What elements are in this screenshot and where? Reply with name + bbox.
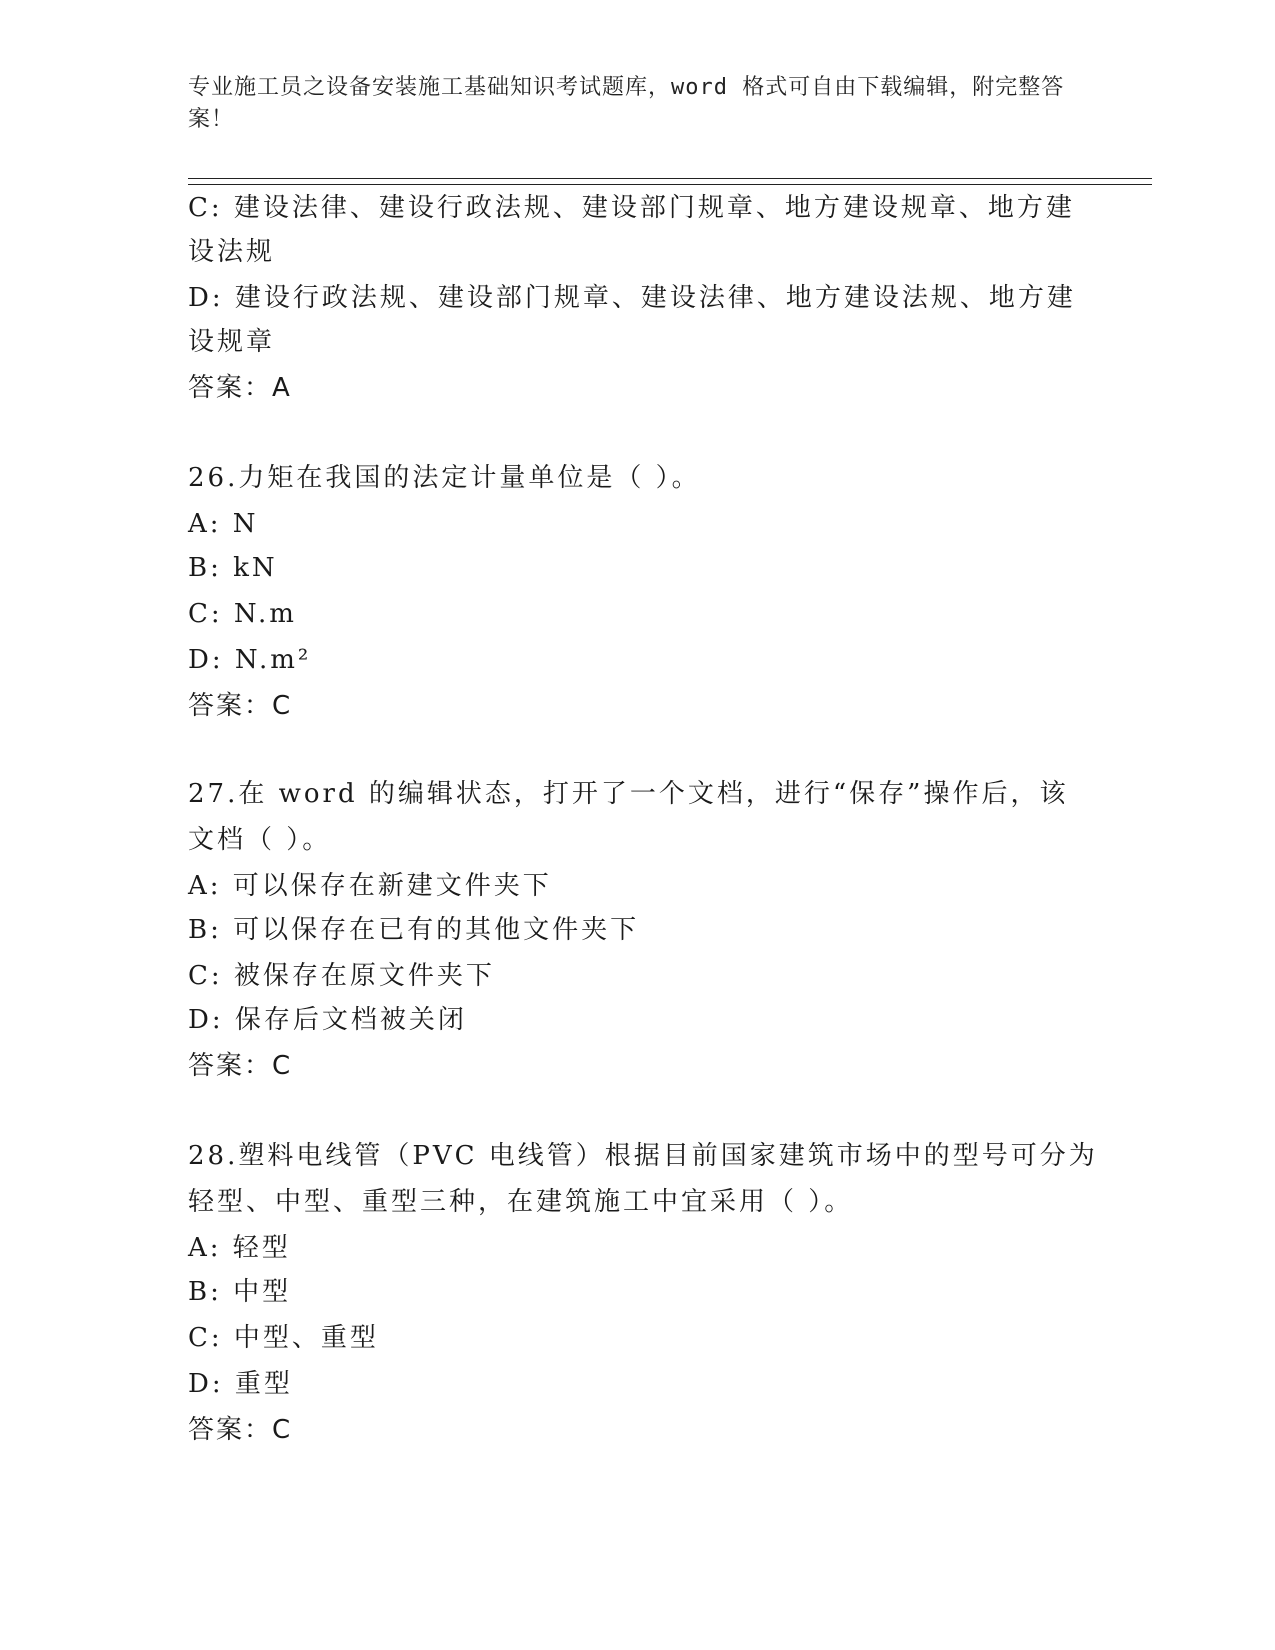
document-header: 专业施工员之设备安装施工基础知识考试题库，word 格式可自由下载编辑，附完整答案！ xyxy=(188,75,1065,132)
q26-option-a: A: N xyxy=(188,509,259,539)
answer-25: 答案：A xyxy=(188,373,292,403)
question-27-line-2: 文档（ ）。 xyxy=(188,825,332,855)
q28-option-a: A: 轻型 xyxy=(188,1233,291,1263)
q27-option-b: B: 可以保存在已有的其他文件夹下 xyxy=(188,915,640,945)
q27-option-c: C: 被保存在原文件夹下 xyxy=(188,961,495,991)
option-d-line-2: 设规章 xyxy=(188,327,276,357)
q27-option-d: D: 保存后文档被关闭 xyxy=(188,1005,467,1035)
question-26: 26.力矩在我国的法定计量单位是（ ）。 xyxy=(188,463,701,493)
q26-option-d: D: N.m² xyxy=(188,645,312,675)
q26-option-c: C: N.m xyxy=(188,599,297,629)
q27-option-a: A: 可以保存在新建文件夹下 xyxy=(188,871,552,901)
option-c-line-2: 设法规 xyxy=(188,237,276,267)
q26-option-b: B: kN xyxy=(188,553,278,583)
answer-26: 答案：C xyxy=(188,691,293,721)
answer-28: 答案：C xyxy=(188,1415,293,1445)
q28-option-c: C: 中型、重型 xyxy=(188,1323,379,1353)
header-rule-top xyxy=(188,178,1152,179)
q28-option-b: B: 中型 xyxy=(188,1277,292,1307)
header-rule-bottom xyxy=(188,184,1152,185)
question-27-line-1: 27.在 word 的编辑状态，打开了一个文档，进行“保存”操作后，该 xyxy=(188,779,1069,809)
q28-option-d: D: 重型 xyxy=(188,1369,293,1399)
option-d-line-1: D: 建设行政法规、建设部门规章、建设法律、地方建设法规、地方建 xyxy=(188,283,1076,313)
answer-27: 答案：C xyxy=(188,1051,293,1081)
question-28-line-2: 轻型、中型、重型三种，在建筑施工中宜采用（ ）。 xyxy=(188,1187,854,1217)
option-c-line-1: C: 建设法律、建设行政法规、建设部门规章、地方建设规章、地方建 xyxy=(188,193,1075,223)
question-28-line-1: 28.塑料电线管（PVC 电线管）根据目前国家建筑市场中的型号可分为 xyxy=(188,1141,1098,1171)
